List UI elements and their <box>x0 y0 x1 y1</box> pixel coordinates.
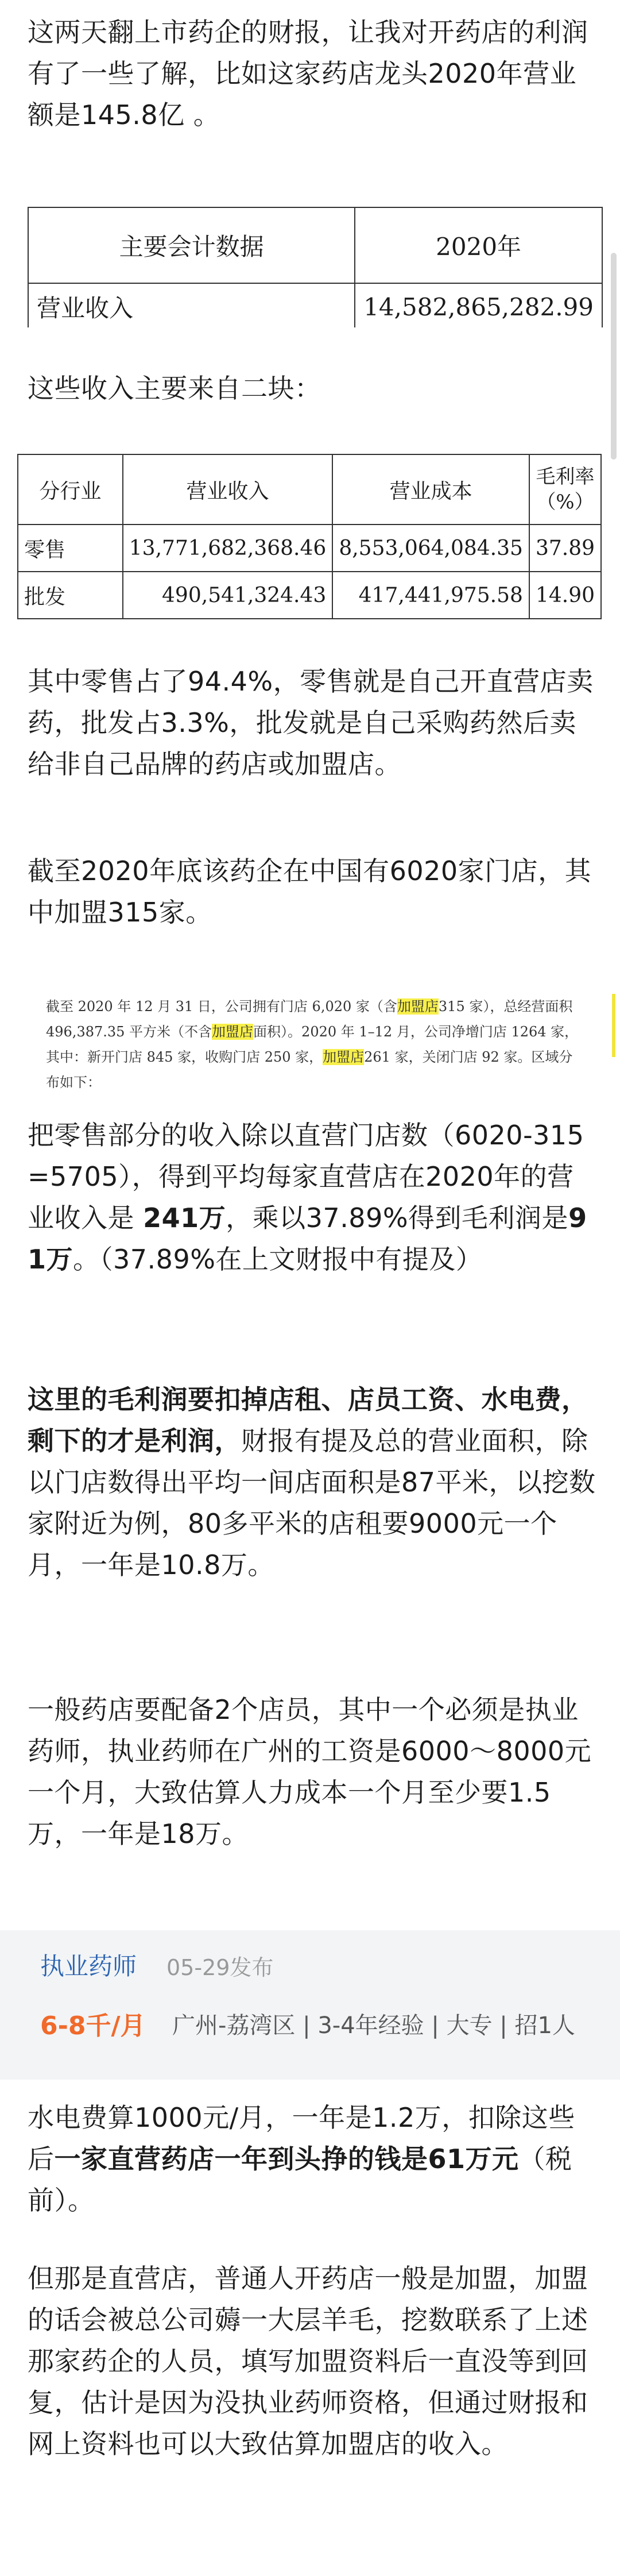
highlight-marker <box>612 994 615 1057</box>
bold-text: 这里的毛利润要扣掉店租、店员工资、水电费，剩下的才是利润， <box>28 1384 588 1456</box>
paragraph-utilities <box>28 2097 596 2221</box>
bold-text: 一家直营药店一年到头挣的钱是61万元 <box>54 2143 519 2174</box>
table-header: 分行业 <box>18 454 123 525</box>
paragraph-store-count: 截至2020年底该药企在中国有6020家门店，其中加盟315家。 <box>28 855 592 928</box>
table-cell: 批发 <box>18 572 123 619</box>
excerpt-highlight: 加盟店 <box>323 1049 365 1065</box>
table-cell: 营业收入 <box>28 283 355 327</box>
financial-table-crop <box>28 207 607 327</box>
table-cell: 14,582,865,282.99 <box>355 283 602 327</box>
excerpt-highlight: 加盟店 <box>397 998 439 1015</box>
text: ，乘以37.89%得到毛利润是 <box>226 1202 569 1233</box>
table-cell: 490,541,324.43 <box>123 572 333 619</box>
paragraph-retail-share: 其中零售占了94.4%，零售就是自己开直营店卖药，批发占3.3%，批发就是自己采购药然后卖给非自己品牌的药店或加盟店。 <box>28 666 594 780</box>
paragraph-intro: 这两天翻上市药企的财报，让我对开药店的利润有了一些了解，比如这家药店龙头2020年营业额是145.8亿 。 <box>28 17 588 130</box>
table-cell: 417,441,975.58 <box>332 572 529 619</box>
segment-table-crop <box>17 454 603 626</box>
job-salary: 6-8千/月 <box>40 2011 146 2041</box>
excerpt-text: 261 家，关闭门店 92 家。区域分布如下： <box>46 1049 573 1090</box>
bold-text: 91万 <box>28 1202 587 1275</box>
excerpt-highlight: 加盟店 <box>212 1024 254 1040</box>
text: 财报有提及总的营业面积，除以门店数得出平均一间店面积是87平米，以挖数家附近为例，80多平米的店租要9000元一个月，一年是10.8万。 <box>28 1425 596 1580</box>
paragraph-revenue-per-store <box>28 1115 596 1280</box>
table-cell: 8,553,064,084.35 <box>332 525 529 572</box>
paragraph-franchise: 但那是直营店，普通人开药店一般是加盟，加盟的话会被总公司薅一大层羊毛，挖数联系了上述那家药企的人员，填写加盟资料后一直没等到回复，估计是因为没执业药师资格，但通过财报和网上资料也可以大致估算加盟店的收入。 <box>28 2263 588 2459</box>
job-listing-card[interactable] <box>0 1930 620 2080</box>
bold-text: 241万 <box>143 1202 226 1233</box>
table-cell: 37.89 <box>529 525 601 572</box>
job-title: 执业药师 <box>40 1952 137 1980</box>
text: （税前）。 <box>28 2143 572 2216</box>
table-header: 营业成本 <box>332 454 529 525</box>
table-cell: 14.90 <box>529 572 601 619</box>
excerpt-text: 315 家），总经营面积 496,387.35 平方米（不含 <box>46 998 573 1040</box>
excerpt-text: 面积）。2020 年 1–12 月，公司净增门店 1264 家，其中：新开门店 845 家，收购门店 250 家， <box>46 1024 579 1065</box>
table-header: 主要会计数据 <box>28 207 355 283</box>
job-info: 广州-荔湾区 | 3-4年经验 | 大专 | 招1人 <box>172 2012 575 2039</box>
paragraph-staff: 一般药店要配备2个店员，其中一个必须是执业药师，执业药师在广州的工资是6000～8000元一个月，大致估算人力成本一个月至少要1.5万，一年是18万。 <box>28 1694 592 1849</box>
job-date: 05-29发布 <box>166 1955 274 1980</box>
text: 。（37.89%在上文财报中有提及） <box>73 1244 483 1275</box>
excerpt-text: 截至 2020 年 12 月 31 日，公司拥有门店 6,020 家（含 <box>46 998 397 1015</box>
table-header: 毛利率（%） <box>529 454 601 525</box>
text: 把零售部分的收入除以直营门店数（6020-315=5705），得到平均每家直营店在2020年的营业收入是 <box>28 1120 584 1233</box>
paragraph-costs <box>28 1379 596 1586</box>
table-header: 营业收入 <box>123 454 333 525</box>
report-excerpt <box>46 994 580 1095</box>
table-cell: 零售 <box>18 525 123 572</box>
paragraph-sources: 这些收入主要来自二块： <box>28 373 321 404</box>
accounting-data-table <box>28 207 603 327</box>
text: 水电费算1000元/月，一年是1.2万，扣除这些后 <box>28 2102 575 2174</box>
segment-table <box>17 454 602 619</box>
table-header: 2020年 <box>355 207 602 283</box>
scrollbar[interactable] <box>611 253 617 460</box>
table-cell: 13,771,682,368.46 <box>123 525 333 572</box>
